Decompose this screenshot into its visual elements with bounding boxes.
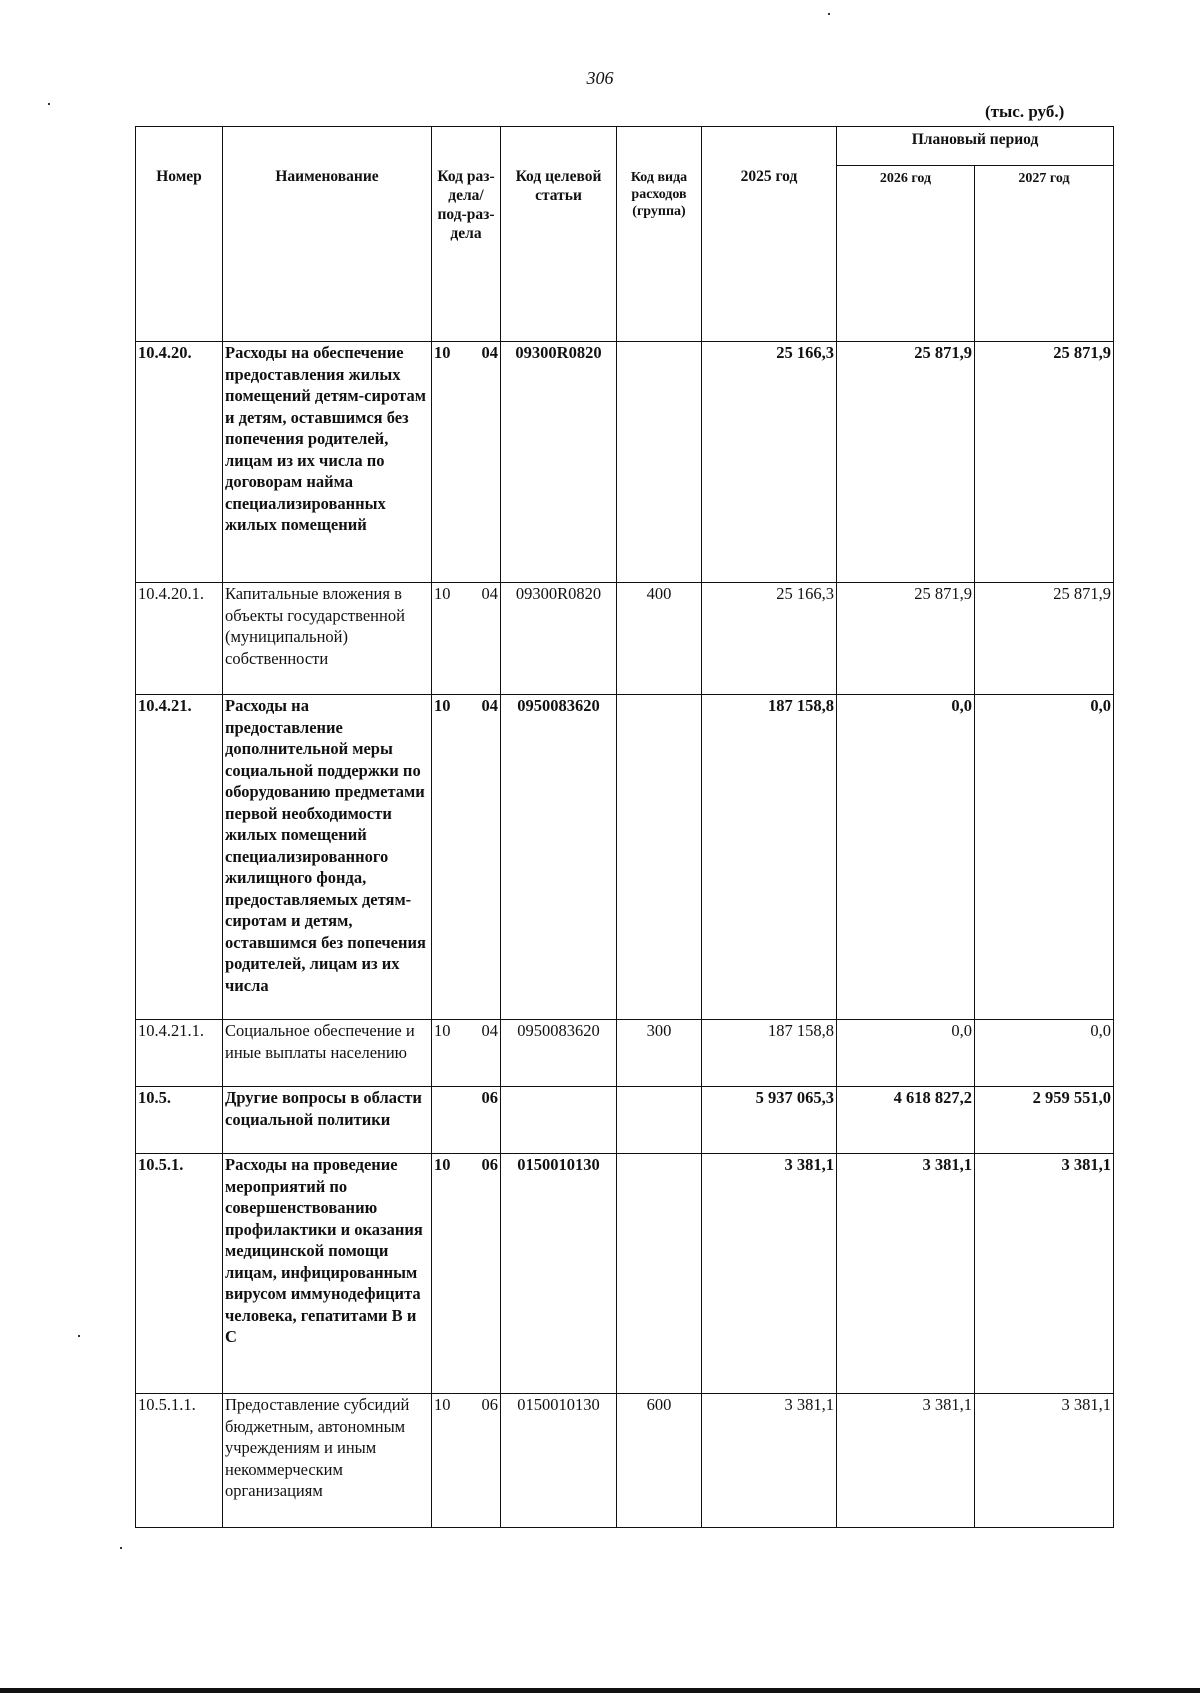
scan-speck [48, 103, 50, 105]
header-name: Наименование [223, 127, 432, 342]
header-expense-type-code [617, 127, 702, 342]
cell-2025: 3 381,1 [702, 1394, 837, 1528]
cell-subsection: 06 [481, 1395, 498, 1414]
table-header [136, 127, 1114, 342]
table-body [136, 342, 1114, 1528]
header-year-2025: 2025 год [702, 127, 837, 342]
cell-2026: 3 381,1 [837, 1154, 975, 1394]
cell-name: Расходы на обеспечение предоставления жилых помещений детям-сиротам и детям, оставшимся без попечения родителей, лицам из их числа по договорам найма специализированных жилых помещений [223, 342, 432, 583]
scan-speck [120, 1547, 122, 1549]
cell-target-code: 0950083620 [501, 1020, 617, 1087]
cell-name: Предоставление субсидий бюджетным, автономным учреждениям и иным некоммерческим организациям [223, 1394, 432, 1528]
cell-number: 10.5.1.1. [136, 1394, 223, 1528]
header-target-code [501, 127, 617, 342]
cell-section-code [432, 583, 501, 695]
cell-section-code [432, 695, 501, 1020]
header-year-2026: 2026 год [837, 166, 975, 342]
cell-name: Расходы на предоставление дополнительной меры социальной поддержки по оборудованию предметами первой необходимости жилых помещений специализированного жилищного фонда, предоставляемых детям-сиротам и детям, оставшимся без попечения родителей, лицам из их числа [223, 695, 432, 1020]
cell-expense-type [617, 342, 702, 583]
cell-2026: 25 871,9 [837, 583, 975, 695]
header-planning-period: Плановый период [837, 127, 1114, 166]
cell-expense-type [617, 1154, 702, 1394]
cell-section: 10 [434, 1395, 451, 1414]
cell-target-code: 09300R0820 [501, 583, 617, 695]
cell-section: 10 [434, 584, 451, 603]
cell-2026: 3 381,1 [837, 1394, 975, 1528]
cell-section: 10 [434, 1021, 451, 1040]
cell-2025: 187 158,8 [702, 695, 837, 1020]
table-row [136, 1020, 1114, 1087]
cell-subsection: 06 [481, 1155, 498, 1174]
cell-section: 10 [434, 696, 451, 715]
header-section-code-text: Код раз-дела/ под-раз-дела [437, 168, 495, 242]
cell-2027: 0,0 [975, 1020, 1114, 1087]
cell-target-code: 0150010130 [501, 1154, 617, 1394]
cell-section-code [432, 1087, 501, 1154]
cell-expense-type [617, 695, 702, 1020]
table-row [136, 695, 1114, 1020]
cell-2026: 0,0 [837, 1020, 975, 1087]
table-row [136, 1394, 1114, 1528]
header-year-2027: 2027 год [975, 166, 1114, 342]
cell-2027: 0,0 [975, 695, 1114, 1020]
cell-name: Другие вопросы в области социальной политики [223, 1087, 432, 1154]
cell-2026: 0,0 [837, 695, 975, 1020]
cell-number: 10.5. [136, 1087, 223, 1154]
table-row [136, 1154, 1114, 1394]
cell-name: Расходы на проведение мероприятий по совершенствованию профилактики и оказания медицинской помощи лицам, инфицированным вирусом иммунодефицита человека, гепатитами В и С [223, 1154, 432, 1394]
cell-name: Капитальные вложения в объекты государственной (муниципальной) собственности [223, 583, 432, 695]
scan-speck [78, 1335, 80, 1337]
header-number: Номер [136, 127, 223, 342]
cell-2025: 25 166,3 [702, 342, 837, 583]
budget-table [135, 126, 1114, 1528]
table-row [136, 342, 1114, 583]
cell-subsection: 04 [481, 343, 498, 362]
cell-section: 10 [434, 343, 451, 362]
cell-number: 10.4.21.1. [136, 1020, 223, 1087]
scan-edge [0, 1688, 1200, 1693]
cell-section-code [432, 1394, 501, 1528]
cell-number: 10.4.20.1. [136, 583, 223, 695]
cell-expense-type: 600 [617, 1394, 702, 1528]
cell-number: 10.4.21. [136, 695, 223, 1020]
cell-2025: 187 158,8 [702, 1020, 837, 1087]
units-label: (тыс. руб.) [985, 102, 1065, 121]
cell-target-code: 0950083620 [501, 695, 617, 1020]
cell-section-code [432, 1020, 501, 1087]
cell-subsection: 04 [481, 696, 498, 715]
cell-2026: 25 871,9 [837, 342, 975, 583]
table-row [136, 583, 1114, 695]
cell-target-code [501, 1087, 617, 1154]
cell-section-code [432, 342, 501, 583]
page-number: 306 [586, 68, 614, 88]
scan-speck [828, 13, 830, 15]
header-section-code [432, 127, 501, 342]
cell-subsection: 04 [481, 584, 498, 603]
table-row [136, 1087, 1114, 1154]
cell-number: 10.5.1. [136, 1154, 223, 1394]
header-target-code-text: Код целевой статьи [515, 168, 602, 204]
cell-expense-type: 300 [617, 1020, 702, 1087]
cell-target-code: 09300R0820 [501, 342, 617, 583]
cell-2025: 25 166,3 [702, 583, 837, 695]
cell-2025: 5 937 065,3 [702, 1087, 837, 1154]
cell-subsection: 04 [481, 1021, 498, 1040]
cell-expense-type: 400 [617, 583, 702, 695]
cell-2027: 3 381,1 [975, 1394, 1114, 1528]
cell-2027: 2 959 551,0 [975, 1087, 1114, 1154]
cell-name: Социальное обеспечение и иные выплаты населению [223, 1020, 432, 1087]
cell-2027: 3 381,1 [975, 1154, 1114, 1394]
cell-2025: 3 381,1 [702, 1154, 837, 1394]
header-expense-type-text: Код вида расходов (группа) [630, 170, 688, 219]
cell-section-code [432, 1154, 501, 1394]
cell-2027: 25 871,9 [975, 583, 1114, 695]
cell-number: 10.4.20. [136, 342, 223, 583]
cell-expense-type [617, 1087, 702, 1154]
cell-2026: 4 618 827,2 [837, 1087, 975, 1154]
cell-section: 10 [434, 1155, 451, 1174]
cell-subsection: 06 [481, 1088, 498, 1107]
cell-target-code: 0150010130 [501, 1394, 617, 1528]
cell-2027: 25 871,9 [975, 342, 1114, 583]
